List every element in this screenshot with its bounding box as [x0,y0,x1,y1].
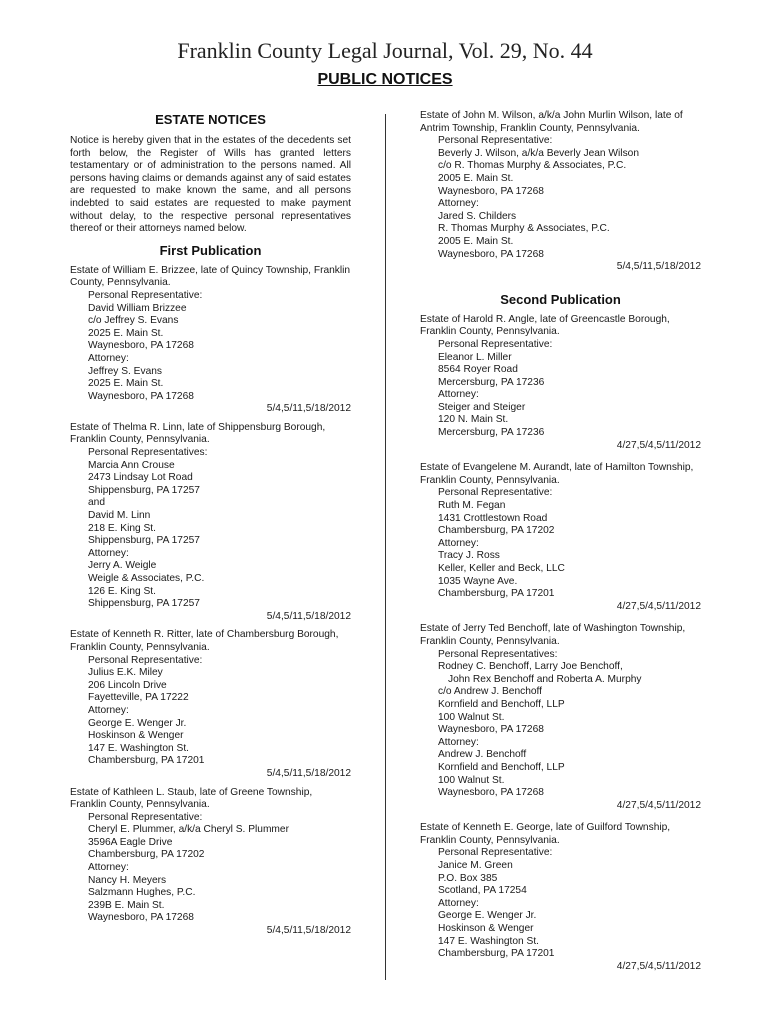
estate-line: 2025 E. Main St. [88,327,164,339]
estate-line: John Rex Benchoff and Roberta A. Murphy [448,673,642,685]
estate-line: Marcia Ann Crouse [88,459,175,471]
estate-line: David William Brizzee [88,302,187,314]
estate-title: Estate of Thelma R. Linn, late of Shippensburg Borough, Franklin County, Pennsylvania. [70,421,326,446]
estate-line: c/o R. Thomas Murphy & Associates, P.C. [438,160,627,172]
estate-line: Hoskinson & Wenger [438,923,534,935]
publication-dates: 5/4,5/11,5/18/2012 [616,261,701,273]
estate-notice [70,787,351,938]
carryover-estate [420,110,701,274]
estate-line: Shippensburg, PA 17257 [88,484,200,496]
estate-line: Ruth M. Fegan [438,500,506,512]
publication-dates: 4/27,5/4,5/11/2012 [616,439,701,451]
estate-line: Jerry A. Weigle [88,560,157,572]
estate-line: Jared S. Childers [438,210,517,222]
estate-title: Estate of William E. Brizzee, late of Quincy Township, Franklin County, Pennsylvania. [70,264,351,289]
estate-line: Mercersburg, PA 17236 [438,427,545,439]
estate-line: c/o Andrew J. Benchoff [438,686,543,698]
estate-line: 126 E. King St. [88,585,156,597]
estate-line: Weigle & Associates, P.C. [88,573,205,584]
estate-line: Scotland, PA 17254 [438,885,527,897]
estate-line: Waynesboro, PA 17268 [88,340,194,352]
estate-line: Waynesboro, PA 17268 [438,724,544,736]
estate-line: Attorney: [88,547,129,559]
estate-line: Personal Representative: [438,487,553,499]
estate-line: 8564 Royer Road [438,364,518,376]
estate-line: Eleanor L. Miller [438,351,512,363]
column-divider [385,114,386,980]
estate-line: Kornfield and Benchoff, LLP [438,698,565,710]
estate-line: Julius E.K. Miley [88,667,163,679]
estate-line: 218 E. King St. [88,522,156,534]
estate-line: Fayetteville, PA 17222 [88,692,189,704]
estate-notices-heading: ESTATE NOTICES [155,112,266,127]
estate-line: 147 E. Washington St. [88,742,189,754]
estate-line: Chambersburg, PA 17201 [438,588,555,600]
left-column [70,112,351,944]
estate-line: Jeffrey S. Evans [88,365,162,377]
estate-notice [420,110,701,274]
estate-line: Personal Representative: [88,289,203,301]
first-publication-heading: First Publication [159,242,262,258]
estate-line: Shippensburg, PA 17257 [88,535,200,547]
estate-notice [420,462,701,613]
estate-line: Steiger and Steiger [438,401,526,413]
estate-line: 206 Lincoln Drive [88,679,167,691]
estate-line: Salzmann Hughes, P.C. [88,887,196,899]
estate-title: Estate of Kenneth R. Ritter, late of Chambersburg Borough, Franklin County, Pennsylvania. [70,629,339,653]
estate-line: Personal Representatives: [88,447,208,459]
estate-line: Attorney: [438,736,479,748]
estate-line: R. Thomas Murphy & Associates, P.C. [438,223,610,235]
estate-line: Attorney: [438,537,479,549]
publication-dates: 5/4,5/11,5/18/2012 [266,925,351,937]
estate-line: P.O. Box 385 [438,872,498,884]
estate-line: 100 Walnut St. [438,711,505,723]
journal-title: Franklin County Legal Journal, Vol. 29, No. 44 [177,38,593,63]
publication-dates: 5/4,5/11,5/18/2012 [266,403,351,415]
estate-line: Waynesboro, PA 17268 [438,787,544,799]
estate-line: 2005 E. Main St. [438,172,514,184]
estate-line: Personal Representative: [438,338,553,350]
estate-line: 100 Walnut St. [438,774,505,786]
estate-line: Personal Representative: [88,654,203,666]
second-publication-heading: Second Publication [500,291,621,307]
estate-line: Shippensburg, PA 17257 [88,598,200,610]
estate-line: Chambersburg, PA 17202 [88,849,205,861]
estate-line: Attorney: [438,897,479,909]
estate-line: Waynesboro, PA 17268 [438,185,544,197]
estate-line: 1431 Crottlestown Road [438,512,548,524]
estate-notice [70,629,351,780]
estate-line: Keller, Keller and Beck, LLC [438,563,565,574]
estate-line: 1035 Wayne Ave. [438,575,518,587]
estate-title: Estate of Kenneth E. George, late of Guilford Township, Franklin County, Pennsylvania. [420,822,671,846]
estate-title: Estate of John M. Wilson, a/k/a John Murlin Wilson, late of Antrim Township, Franklin County, Pennsylvania. [420,110,683,134]
estate-line: 239B E. Main St. [88,899,165,911]
estate-line: c/o Jeffrey S. Evans [88,315,179,327]
estate-line: Personal Representative: [88,811,203,823]
estate-line: Hoskinson & Wenger [88,730,184,742]
estate-line: Attorney: [438,198,479,210]
estate-line: Beverly J. Wilson, a/k/a Beverly Jean Wilson [438,147,639,159]
estate-line: Attorney: [88,704,129,716]
estate-line: George E. Wenger Jr. [88,717,187,729]
estate-notice [70,265,351,416]
estate-line: 3596A Eagle Drive [88,836,173,848]
estate-line: George E. Wenger Jr. [438,910,537,922]
estate-line: 2025 E. Main St. [88,378,164,390]
estate-line: Kornfield and Benchoff, LLP [438,761,565,773]
estate-line: and [88,497,105,509]
estate-title: Estate of Evangelene M. Aurandt, late of Hamilton Township, Franklin County, Pennsylvania. [420,462,694,486]
estate-line: 120 N. Main St. [438,414,509,426]
estate-line: Waynesboro, PA 17268 [88,390,194,402]
estate-line: Nancy H. Meyers [88,874,167,886]
estate-line: Waynesboro, PA 17268 [88,912,194,924]
right-column [420,110,701,983]
section-title: PUBLIC NOTICES [317,71,453,88]
estate-line: Janice M. Green [438,860,513,872]
estate-notice [420,623,701,812]
estate-title: Estate of Kathleen L. Staub, late of Greene Township, Franklin County, Pennsylvania. [70,786,313,811]
estate-line: Chambersburg, PA 17201 [438,948,555,960]
estate-line: Andrew J. Benchoff [438,749,527,761]
estate-notice [420,822,701,973]
estate-line: Cheryl E. Plummer, a/k/a Cheryl S. Plummer [88,824,289,836]
estate-line: Attorney: [438,389,479,401]
publication-dates: 4/27,5/4,5/11/2012 [616,600,701,612]
estate-line: Tracy J. Ross [438,550,500,562]
publication-dates: 4/27,5/4,5/11/2012 [616,799,701,811]
estate-line: Mercersburg, PA 17236 [438,376,545,388]
estate-line: Rodney C. Benchoff, Larry Joe Benchoff, [438,661,623,673]
second-publication-list [420,314,701,974]
first-publication-list [70,265,351,938]
estate-line: 147 E. Washington St. [438,935,539,947]
estate-line: David M. Linn [88,510,151,522]
publication-dates: 5/4,5/11,5/18/2012 [266,610,351,622]
estate-notice [70,422,351,624]
estate-notices-intro: Notice is hereby given that in the estates of the decedents set forth below, the Register of Wills has granted letters testamentary or of administration to the persons named. All persons having claims or demands against any of said estates are requested to make known the same, and all persons indebted to said estates are requested to make payment without delay, to the respective personal representatives thereof or their attorneys named below. [70,135,351,235]
estate-line: 2473 Lindsay Lot Road [88,472,193,484]
estate-line: Chambersburg, PA 17201 [88,755,205,767]
estate-line: 2005 E. Main St. [438,235,514,247]
estate-line: Attorney: [88,352,129,364]
publication-dates: 5/4,5/11,5/18/2012 [266,767,351,779]
estate-line: Personal Representatives: [438,648,558,660]
estate-line: Chambersburg, PA 17202 [438,525,555,537]
estate-title: Estate of Harold R. Angle, late of Greencastle Borough, Franklin County, Pennsylvania. [420,313,670,338]
estate-line: Personal Representative: [438,135,553,147]
estate-notice [420,314,701,453]
estate-title: Estate of Jerry Ted Benchoff, late of Washington Township, Franklin County, Pennsylvania. [420,623,686,647]
publication-dates: 4/27,5/4,5/11/2012 [616,960,701,972]
estate-line: Personal Representative: [438,847,553,859]
estate-line: Attorney: [88,862,129,874]
estate-line: Waynesboro, PA 17268 [438,248,544,260]
